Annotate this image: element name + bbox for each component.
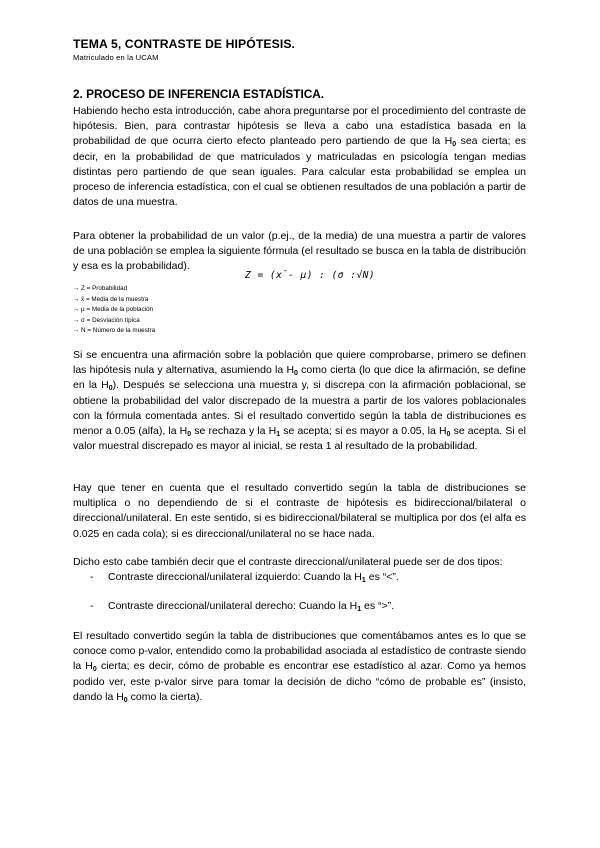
paragraph-types-intro: Dicho esto cabe también decir que el contraste direccional/unilateral puede ser de dos tipos: bbox=[73, 556, 503, 568]
document-title: TEMA 5, CONTRASTE DE HIPÓTESIS. bbox=[73, 37, 296, 51]
paragraph-p-value: El resultado convertido según la tabla de distribuciones que comentábamos antes es lo que se conoce como p-valor, entendido como la probabilidad asociada al estadístico de contraste siendo la $H_0$ cierta; es decir, cómo de probable es encontrar ese estadístico al azar. Como ya hemos podido ver, este p-valor sirve para tomar la decisión de dicho “cómo de probable es” (insisto, dando la $H_0$ como la cierta). bbox=[73, 630, 526, 704]
document-subtitle: Matriculado en la UCAM bbox=[73, 53, 159, 62]
list-dash: - bbox=[90, 600, 94, 612]
list-item-left: - Contraste direccional/unilateral izquierdo: Cuando la $H_1$ es “<”. bbox=[90, 571, 399, 584]
formula-legend bbox=[73, 284, 155, 337]
legend-item: → μ = Media de la población bbox=[73, 306, 154, 314]
paragraph-hypotheses: Si se encuentra una afirmación sobre la población que quiere comprobarse, primero se definen las hipótesis nula y alternativa, asumiendo la $H_0$ como cierta (lo que dice la afirmación, se define en la $H_0$). Después se selecciona una muestra y, si discrepa con la afirmación poblacional, se obtiene la probabilidad del valor discrepado de la muestra a partir de los valores poblacionales con la fórmula comentada antes. Si el resultado convertido según la tabla de distribuciones es menor a 0.05 (alfa), la $H_0$ se rechaza y la $H_1$ se acepta; si es mayor a 0.05, la $H_0$ se acepta. Si el valor muestral discrepado es mayor al inicial, se resta 1 al resultado de la probabilidad. bbox=[73, 349, 526, 453]
list-item-right: - Contraste direccional/unilateral derecho: Cuando la $H_1$ es “>”. bbox=[90, 600, 395, 613]
section-heading: 2. PROCESO DE INFERENCIA ESTADÍSTICA. bbox=[73, 87, 325, 101]
z-formula: Z = (x̄- μ) : (σ :√N) bbox=[245, 270, 376, 281]
list-dash: - bbox=[90, 571, 94, 583]
legend-item: → N = Número de la muestra bbox=[73, 327, 156, 335]
paragraph-formula-intro: Para obtener la probabilidad de un valor (p.ej., de la media) de una muestra a partir de valores de una población se emplea la siguiente fórmula (el resultado se busca en la tabla de distribución y esa es la probabilidad). bbox=[73, 230, 526, 273]
legend-item: → x̄ = Media de la muestra bbox=[73, 295, 149, 303]
legend-item: → Z = Probabilidad bbox=[73, 285, 128, 292]
paragraph-bilateral: Hay que tener en cuenta que el resultado convertido según la tabla de distribuciones se multiplica o no dependiendo de si el contraste de hipótesis es bidireccional/bilateral o direccional/unilateral. En este sentido, si es bidireccional/bilateral se multiplica por dos (el alfa es 0.025 en cada cola); si es direccional/unilateral no se hace nada. bbox=[73, 482, 526, 540]
paragraph-intro: Habiendo hecho esta introducción, cabe ahora preguntarse por el procedimiento del contraste de hipótesis. Bien, para contrastar hipótesis se lleva a cabo una estadística basada en la probabilidad de que ocurra cierto efecto planteado pero partiendo de que la $H_0$ sea cierta; es decir, en la probabilidad de que matriculados y matriculadas en psicología tengan medias distintas pero partiendo de que sean iguales. Para calcular esta probabilidad se emplea un proceso de inferencia estadística, con el cual se obtienen resultados de una población a partir de datos de una muestra. bbox=[73, 105, 526, 209]
legend-item: → σ = Desviación típica bbox=[73, 316, 140, 324]
